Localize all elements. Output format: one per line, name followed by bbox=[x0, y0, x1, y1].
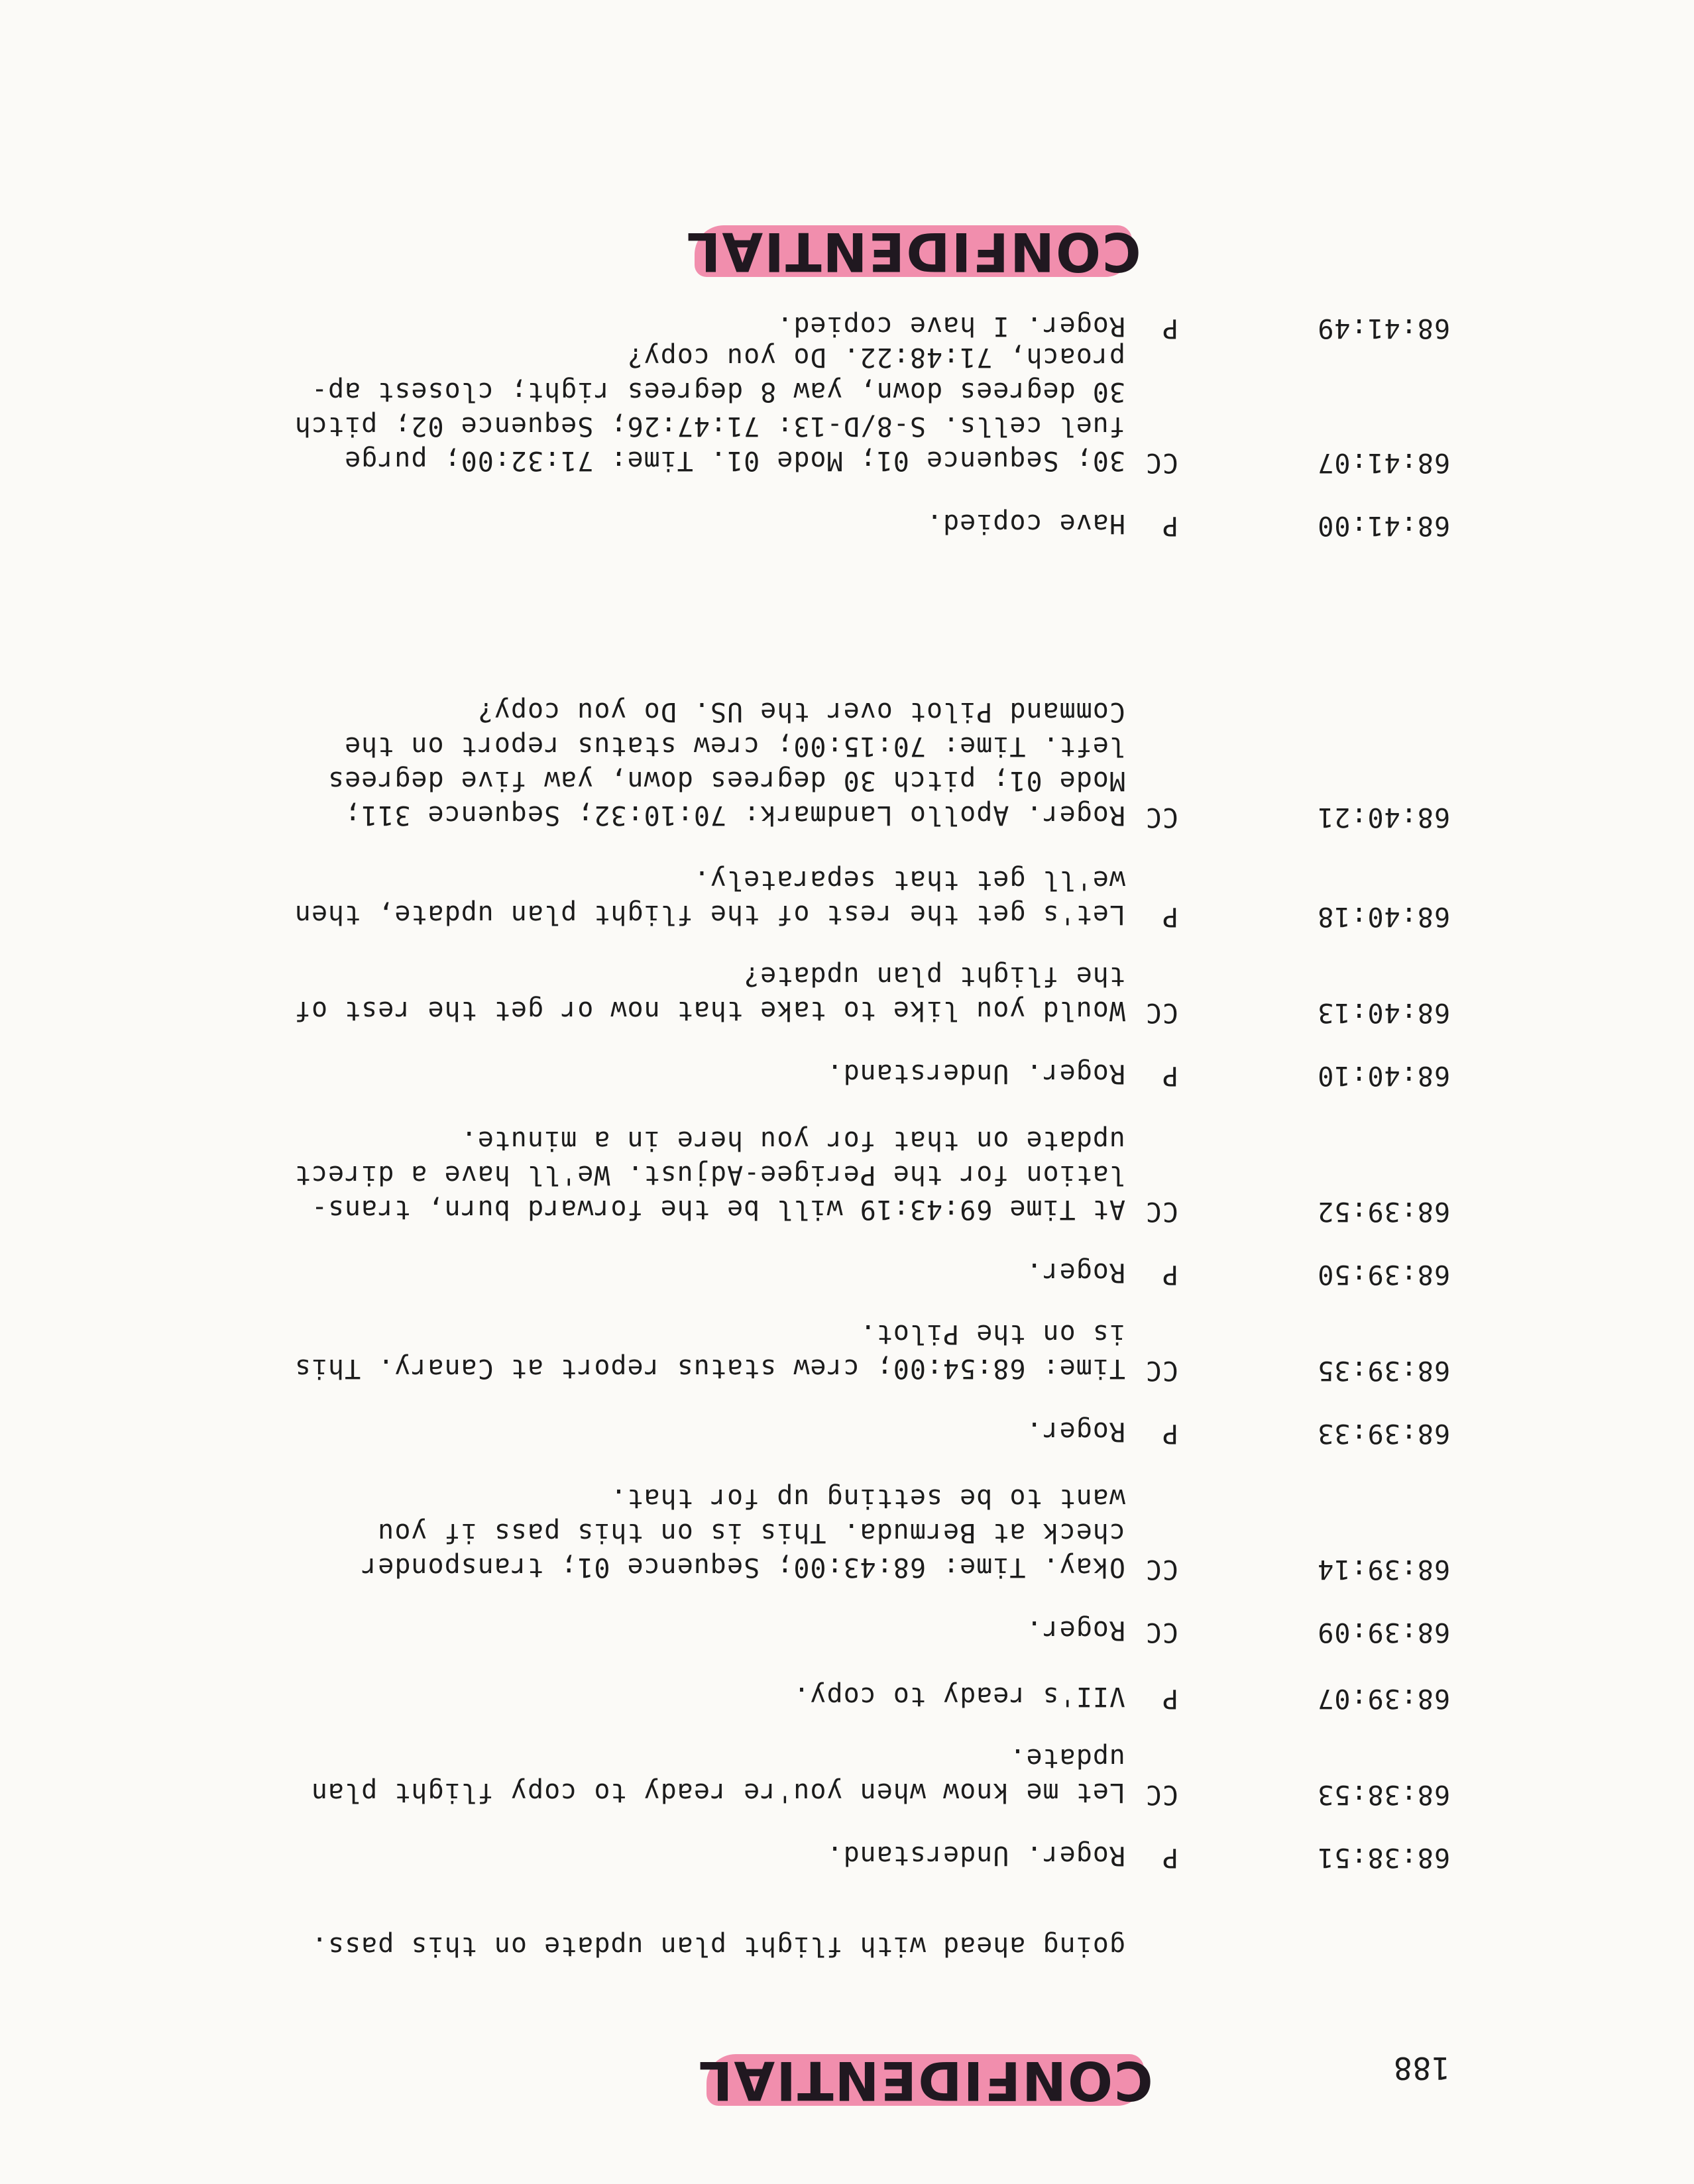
entry-speaker: P bbox=[1161, 1060, 1178, 1091]
entry-text: Okay. Time: 68:43:00; Sequence 01; transponder check at Bermuda. This is on this pass if you want to be setting up for that. bbox=[361, 1483, 1125, 1582]
entry-speaker: CC bbox=[1145, 447, 1178, 478]
entry-text: Roger. bbox=[1025, 1257, 1125, 1287]
entry-text: 30; Sequence 01; Mode 01. Time: 71:32:00; purge fuel cells. S-8/D-13: 71:47:26; Sequence 02; pitch 30 degrees down, yaw 8 degrees right; closest ap- proach, 71:48:22. Do you copy? bbox=[294, 342, 1125, 476]
entry-text: Let me know when you're ready to copy flight plan update. bbox=[310, 1743, 1125, 1808]
classification-label: CONFIDENTIAL bbox=[685, 221, 1141, 283]
confidential-stamp-top bbox=[697, 2044, 1153, 2118]
classification-label: CONFIDENTIAL bbox=[697, 2049, 1153, 2112]
entry-speaker: CC bbox=[1145, 997, 1178, 1028]
entry-time: 68:38:51 bbox=[1317, 1842, 1450, 1873]
entry-text: At Time 69:43:19 will be the forward burn, trans- lation for the Perigee-Adjust. We'll have a direct update on that for you here in a minute. bbox=[294, 1125, 1125, 1225]
entry-text: Roger. Understand. bbox=[826, 1058, 1125, 1089]
entry-text: Roger. Understand. bbox=[826, 1840, 1125, 1871]
entry-text: Roger. I have copied. bbox=[776, 311, 1125, 341]
entry-time: 68:40:13 bbox=[1317, 997, 1450, 1028]
entry-speaker: P bbox=[1161, 901, 1178, 932]
entry-speaker: P bbox=[1161, 1418, 1178, 1448]
entry-time: 68:40:10 bbox=[1317, 1060, 1450, 1091]
entry-time: 68:39:35 bbox=[1317, 1355, 1450, 1386]
entry-text: Would you like to take that now or get the rest of the flight plan update? bbox=[294, 961, 1125, 1026]
entry-text: VII's ready to copy. bbox=[793, 1681, 1125, 1712]
entry-text: Let's get the rest of the flight plan update, then we'll get that separately. bbox=[294, 865, 1125, 930]
entry-text: Have copied. bbox=[926, 508, 1125, 539]
entry-time: 68:40:18 bbox=[1317, 901, 1450, 932]
entry-speaker: P bbox=[1161, 1842, 1178, 1873]
entry-time: 68:39:09 bbox=[1317, 1617, 1450, 1647]
entry-time: 68:41:07 bbox=[1317, 447, 1450, 478]
entry-time: 68:41:49 bbox=[1317, 313, 1450, 343]
page-number: 188 bbox=[1392, 2050, 1450, 2086]
entry-time: 68:39:07 bbox=[1317, 1683, 1450, 1714]
entry-speaker: P bbox=[1161, 510, 1178, 541]
entry-speaker: CC bbox=[1145, 1554, 1178, 1584]
entry-time: 68:39:33 bbox=[1317, 1418, 1450, 1448]
entry-text: Roger. bbox=[1025, 1416, 1125, 1447]
entry-speaker: CC bbox=[1145, 1617, 1178, 1647]
entry-time: 68:39:52 bbox=[1317, 1196, 1450, 1227]
entry-speaker: CC bbox=[1145, 802, 1178, 832]
entry-text: Roger. bbox=[1025, 1615, 1125, 1645]
entry-speaker: P bbox=[1161, 1683, 1178, 1714]
entry-time: 68:41:00 bbox=[1317, 510, 1450, 541]
entry-time: 68:40:21 bbox=[1317, 802, 1450, 832]
confidential-stamp-bottom bbox=[685, 215, 1141, 289]
entry-speaker: CC bbox=[1145, 1355, 1178, 1386]
entry-time: 68:39:50 bbox=[1317, 1259, 1450, 1289]
entry-speaker: P bbox=[1161, 1259, 1178, 1289]
entry-text: Roger. Apollo Landmark: 70:10:32; Sequence 311; Mode 01; pitch 30 degrees down, yaw five degrees left. Time: 70:15:00; crew status report on the Command Pilot over the US. Do you copy? bbox=[327, 696, 1125, 830]
entry-speaker: P bbox=[1161, 313, 1178, 343]
entry-text: Time: 68:54:00; crew status report at Canary. This is on the Pilot. bbox=[294, 1319, 1125, 1384]
entry-time: 68:39:14 bbox=[1317, 1554, 1450, 1584]
continued-text: going ahead with flight plan update on this pass. bbox=[310, 1931, 1125, 1961]
entry-speaker: CC bbox=[1145, 1779, 1178, 1810]
entry-time: 68:38:53 bbox=[1317, 1779, 1450, 1810]
entry-speaker: CC bbox=[1145, 1196, 1178, 1227]
